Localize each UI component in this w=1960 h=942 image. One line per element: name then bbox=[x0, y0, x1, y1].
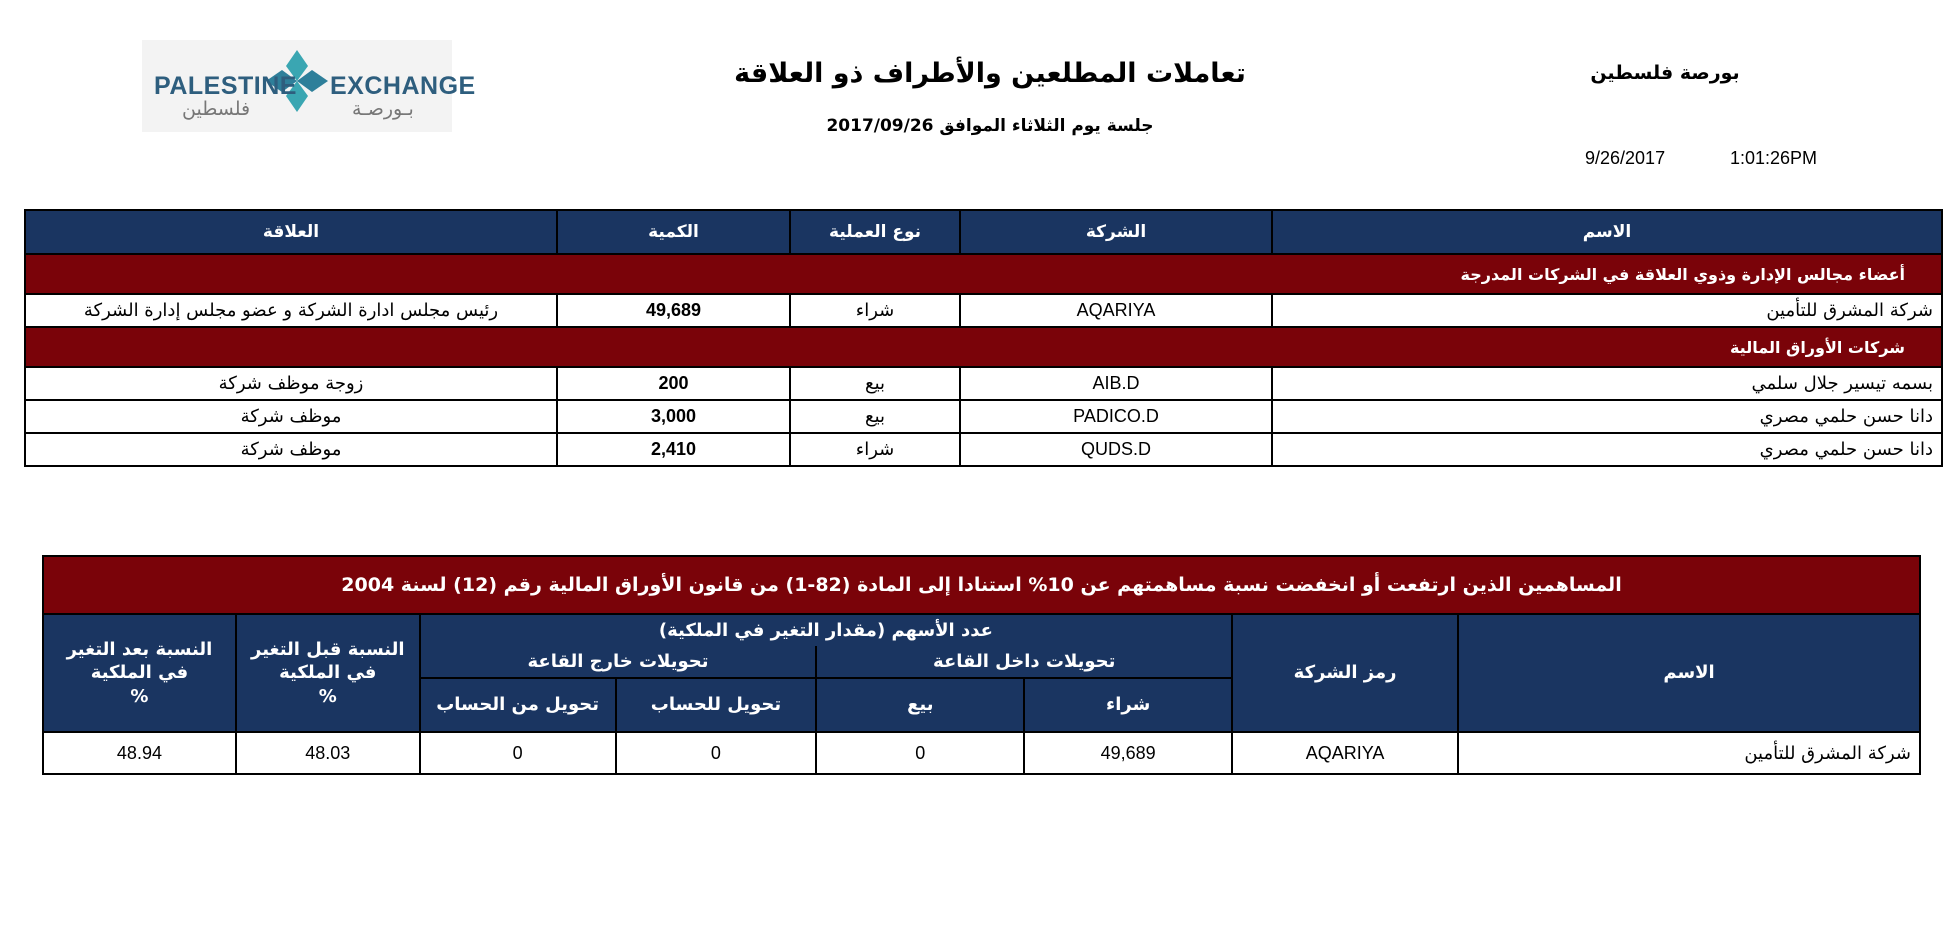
pct-before-sign: % bbox=[318, 685, 337, 707]
cell-company: PADICO.D bbox=[960, 400, 1272, 433]
table-row bbox=[25, 400, 1942, 433]
col-sh-name: الاسم bbox=[1458, 614, 1920, 732]
cell-name: دانا حسن حلمي مصري bbox=[1272, 433, 1942, 466]
cell-sh-transfer-from: 0 bbox=[420, 732, 616, 774]
table-row bbox=[43, 732, 1920, 774]
cell-sh-pct-before: 48.03 bbox=[236, 732, 420, 774]
table-row bbox=[25, 433, 1942, 466]
col-pct-before bbox=[236, 614, 420, 732]
shareholders-table bbox=[42, 555, 1921, 775]
cell-relation: زوجة موظف شركة bbox=[25, 367, 557, 400]
report-date: 9/26/2017 bbox=[1585, 148, 1666, 168]
pct-before-line2: في الملكية bbox=[279, 662, 377, 684]
col-sh-symbol: رمز الشركة bbox=[1232, 614, 1458, 732]
cell-company: AIB.D bbox=[960, 367, 1272, 400]
logo-ar-exchange: بـورصـة bbox=[352, 98, 414, 120]
col-shares-group: عدد الأسهم (مقدار التغير في الملكية) bbox=[420, 614, 1232, 646]
insiders-header-row bbox=[25, 210, 1942, 254]
col-outside-hall: تحويلات خارج القاعة bbox=[420, 646, 817, 678]
table-row bbox=[25, 294, 1942, 327]
table-row bbox=[25, 367, 1942, 400]
cell-operation: بيع bbox=[790, 367, 960, 400]
report-time: 1:01:26PM bbox=[1730, 148, 1818, 168]
col-transfer-to: تحويل للحساب bbox=[616, 678, 817, 732]
col-buy: شراء bbox=[1024, 678, 1232, 732]
col-relation: العلاقة bbox=[25, 210, 557, 254]
section-row bbox=[25, 327, 1942, 367]
col-company: الشركة bbox=[960, 210, 1272, 254]
cell-operation: شراء bbox=[790, 433, 960, 466]
cell-relation: رئيس مجلس ادارة الشركة و عضو مجلس إدارة الشركة bbox=[25, 294, 557, 327]
cell-company: AQARIYA bbox=[960, 294, 1272, 327]
cell-sh-name: شركة المشرق للتأمين bbox=[1458, 732, 1920, 774]
col-name: الاسم bbox=[1272, 210, 1942, 254]
cell-quantity: 2,410 bbox=[557, 433, 790, 466]
pct-after-line2: في الملكية bbox=[90, 662, 189, 684]
cell-quantity: 200 bbox=[557, 367, 790, 400]
exchange-logo bbox=[142, 40, 476, 132]
col-transfer-from: تحويل من الحساب bbox=[420, 678, 616, 732]
cell-operation: شراء bbox=[790, 294, 960, 327]
logo-ar-palestine: فلسطين bbox=[182, 98, 251, 120]
shareholders-banner: المساهمين الذين ارتفعت أو انخفضت نسبة مساهمتهم عن 10% استنادا إلى المادة (82-1) من قانون الأوراق المالية رقم (12) لسنة 2004 bbox=[43, 556, 1920, 614]
cell-sh-transfer-to: 0 bbox=[616, 732, 817, 774]
cell-quantity: 49,689 bbox=[557, 294, 790, 327]
col-operation: نوع العملية bbox=[790, 210, 960, 254]
report-title: تعاملات المطلعين والأطراف ذو العلاقة bbox=[734, 58, 1246, 89]
section-title: شركات الأوراق المالية bbox=[25, 327, 1942, 367]
col-sell: بيع bbox=[816, 678, 1024, 732]
logo-text-exchange: EXCHANGE bbox=[330, 72, 476, 100]
cell-sh-pct-after: 48.94 bbox=[43, 732, 236, 774]
cell-operation: بيع bbox=[790, 400, 960, 433]
col-inside-hall: تحويلات داخل القاعة bbox=[816, 646, 1232, 678]
logo-text-palestine: PALESTINE bbox=[154, 72, 297, 100]
cell-quantity: 3,000 bbox=[557, 400, 790, 433]
cell-relation: موظف شركة bbox=[25, 433, 557, 466]
pct-before-line1: النسبة قبل التغير bbox=[251, 638, 405, 660]
shareholders-banner-row bbox=[43, 556, 1920, 614]
shareholders-header-row-1 bbox=[43, 614, 1920, 646]
section-row bbox=[25, 254, 1942, 294]
cell-name: شركة المشرق للتأمين bbox=[1272, 294, 1942, 327]
session-subtitle: جلسة يوم الثلاثاء الموافق 2017/09/26 bbox=[826, 116, 1154, 136]
pct-after-sign: % bbox=[130, 685, 149, 707]
section-title: أعضاء مجالس الإدارة وذوي العلاقة في الشركات المدرجة bbox=[25, 254, 1942, 294]
exchange-name: بورصة فلسطين bbox=[1590, 62, 1740, 84]
cell-name: دانا حسن حلمي مصري bbox=[1272, 400, 1942, 433]
cell-sh-symbol: AQARIYA bbox=[1232, 732, 1458, 774]
cell-relation: موظف شركة bbox=[25, 400, 557, 433]
col-quantity: الكمية bbox=[557, 210, 790, 254]
pct-after-line1: النسبة بعد التغير bbox=[66, 638, 213, 660]
col-pct-after bbox=[43, 614, 236, 732]
cell-name: بسمه تيسير جلال سلمي bbox=[1272, 367, 1942, 400]
insiders-table bbox=[24, 209, 1943, 467]
cell-sh-buy: 49,689 bbox=[1024, 732, 1232, 774]
cell-company: QUDS.D bbox=[960, 433, 1272, 466]
cell-sh-sell: 0 bbox=[816, 732, 1024, 774]
